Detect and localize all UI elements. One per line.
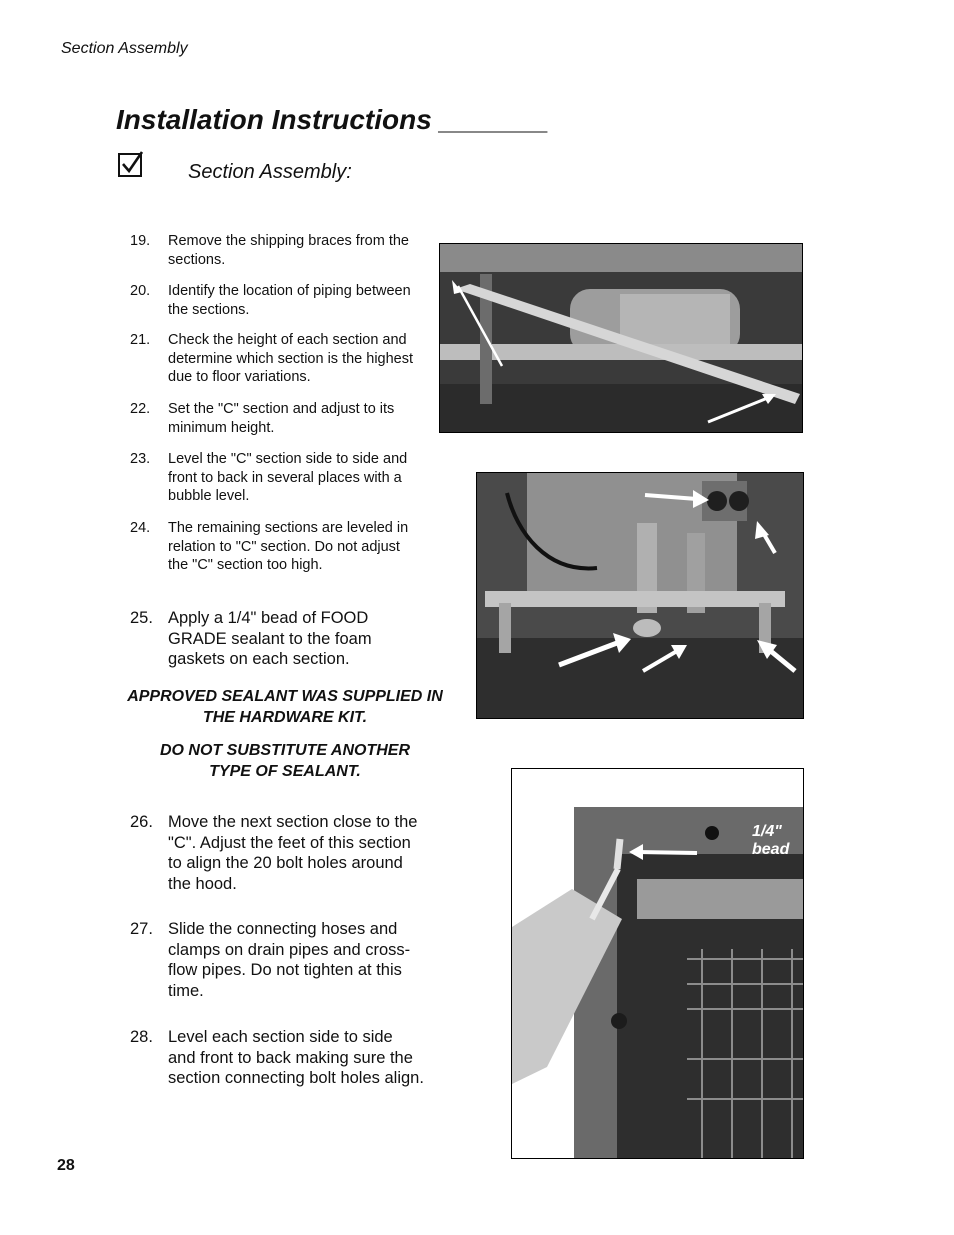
step-text: Check the height of each section and determine which section is the highest due to floor variations.	[168, 332, 414, 386]
section-subtitle: Section Assembly:	[188, 161, 352, 183]
step-number: 20.	[130, 283, 151, 299]
step-text: Slide the connecting hoses and clamps on drain pipes and cross-flow pipes. Do not tighten at this time.	[168, 920, 411, 1000]
step-text: Apply a 1/4" bead of FOOD GRADE sealant to the foam gaskets on each section.	[168, 609, 372, 669]
page-number: 28	[57, 1157, 75, 1174]
step-text: Remove the shipping braces from the sections.	[168, 233, 409, 268]
step-number: 25.	[130, 609, 153, 627]
step-number: 27.	[130, 920, 153, 938]
photo-label-bead: bead	[752, 841, 790, 858]
checked-box-icon	[118, 151, 144, 177]
photo-label-size: 1/4"	[752, 823, 782, 840]
step-text: Set the "C" section and adjust to its minimum height.	[168, 401, 395, 436]
step-number: 28.	[130, 1028, 153, 1046]
photo-sealant-bead	[511, 768, 804, 1159]
photo-shipping-braces	[439, 243, 803, 433]
step-number: 22.	[130, 401, 151, 417]
page-title: Installation Instructions _______	[116, 104, 549, 135]
step-number: 24.	[130, 520, 151, 536]
substitute-warning: DO NOT SUBSTITUTE ANOTHER TYPE OF SEALANT.	[159, 742, 411, 780]
photo-piping-locations	[476, 472, 804, 719]
step-text: Identify the location of piping between the sections.	[168, 283, 411, 318]
step-text: Move the next section close to the "C". Adjust the feet of this section to align the 20 bolt holes around the hood.	[168, 813, 418, 893]
approved-sealant-note: APPROVED SEALANT WAS SUPPLIED IN THE HARDWARE KIT.	[127, 688, 443, 726]
step-number: 26.	[130, 813, 153, 831]
step-text: Level each section side to side and front to back making sure the section connecting bolt holes align.	[168, 1028, 424, 1088]
step-number: 21.	[130, 332, 151, 348]
step-number: 23.	[130, 451, 151, 467]
step-text: The remaining sections are leveled in relation to "C" section. Do not adjust the "C" section too high.	[168, 520, 409, 574]
running-head: Section Assembly	[61, 40, 188, 57]
step-text: Level the "C" section side to side and front to back in several places with a bubble level.	[168, 451, 408, 505]
step-number: 19.	[130, 233, 151, 249]
